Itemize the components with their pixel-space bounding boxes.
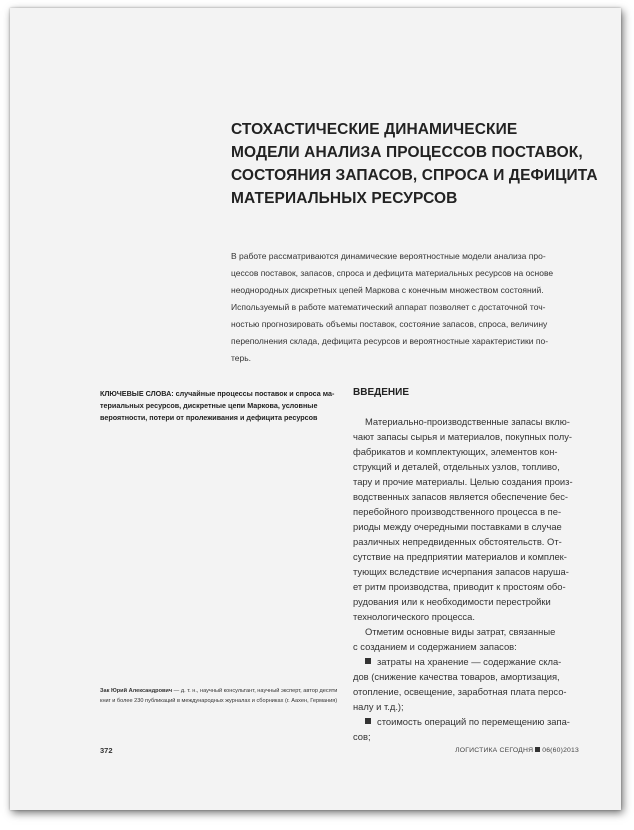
author-line — [100, 687, 340, 697]
keywords-line: териальных ресурсов, дискретные цепи Маркова, условные — [100, 400, 318, 410]
journal-footer — [455, 747, 579, 754]
title-line: СОСТОЯНИЯ ЗАПАСОВ, СПРОСА И ДЕФИЦИТА — [231, 167, 598, 184]
title-line: МАТЕРИАЛЬНЫХ РЕСУРСОВ — [231, 190, 458, 207]
body-text — [353, 414, 593, 744]
body-line: технологического процесса. — [353, 611, 475, 622]
bullet-item — [353, 714, 593, 729]
journal-name: ЛОГИСТИКА СЕГОДНЯ — [455, 747, 534, 754]
body-line: тующих вследствие исчерпания запасов наруша- — [353, 566, 569, 577]
article-title — [231, 118, 611, 210]
abstract-line: В работе рассматриваются динамические вероятностные модели анализа про- — [231, 251, 546, 261]
bullet-square-icon — [365, 718, 371, 724]
abstract-line: переполнения склада, дефицита ресурсов и вероятностные характеристики по- — [231, 336, 549, 346]
body-line: чают запасы сырья и материалов, покупных полу- — [353, 431, 573, 442]
journal-issue: 06(60)2013 — [542, 747, 579, 754]
title-line: СТОХАСТИЧЕСКИЕ ДИНАМИЧЕСКИЕ — [231, 121, 518, 138]
body-line: различных непредвиденных обстоятельств. От- — [353, 536, 562, 547]
body-line: налу и т.д.); — [353, 701, 404, 712]
section-heading: ВВЕДЕНИЕ — [353, 387, 409, 398]
keywords — [100, 388, 334, 423]
abstract — [231, 248, 611, 367]
body-line: отопление, освещение, заработная плата персо- — [353, 686, 567, 697]
abstract-line: цессов поставок, запасов, спроса и дефицита материальных ресурсов на основе — [231, 268, 554, 278]
body-line: риоды между очередными поставками в случае — [353, 521, 562, 532]
bullet-text: затраты на хранение — содержание скла- — [377, 656, 562, 667]
body-line: дов (снижение качества товаров, амортизация, — [353, 671, 560, 682]
abstract-line: Используемый в работе математический аппарат позволяет с достаточной точ- — [231, 302, 546, 312]
body-line: Материально-производственные запасы вклю- — [365, 416, 570, 427]
abstract-line: ностью прогнозировать объемы поставок, состояние запасов, спроса, величину — [231, 319, 548, 329]
keywords-line: вероятности, потери от пролеживания и дефицита ресурсов — [100, 412, 318, 422]
author-credentials: — д. т. н., научный консультант, научный эксперт, автор десяти — [172, 688, 338, 694]
body-line: перебойного производственного процесса в пе- — [353, 506, 562, 517]
body-line: водственных запасов является обеспечение бес- — [353, 491, 569, 502]
author-line: книг и более 230 публикаций в международных журналах и сборниках (г. Аахен, Германия) — [100, 697, 338, 704]
body-line: рудования или к необходимости перестройки — [353, 596, 551, 607]
bullet-text: стоимость операций по перемещению запа- — [377, 716, 570, 727]
body-line: струкций и деталей, отдельных узлов, топливо, — [353, 461, 560, 472]
body-line: сов; — [353, 731, 371, 742]
bullet-square-icon — [365, 658, 371, 664]
abstract-line: терь. — [231, 353, 252, 363]
keywords-line: КЛЮЧЕВЫЕ СЛОВА: случайные процессы поставок и спроса ма- — [100, 389, 335, 398]
author-info — [100, 687, 340, 706]
author-name: Зак Юрий Александрович — [100, 688, 173, 694]
body-line: тару и прочие материалы. Целью создания произ- — [353, 476, 573, 487]
abstract-line: неоднородных дискретных цепей Маркова с конечным множеством состояний. — [231, 285, 544, 295]
body-line: фабрикатов и комплектующих, элементов кон- — [353, 446, 558, 457]
title-line: МОДЕЛИ АНАЛИЗА ПРОЦЕССОВ ПОСТАВОК, — [231, 144, 583, 161]
separator-square-icon — [535, 747, 540, 752]
journal-page — [10, 8, 621, 810]
body-line: с созданием и содержанием запасов: — [353, 641, 517, 652]
body-line: сутствие на предприятии материалов и комплек- — [353, 551, 567, 562]
bullet-item — [353, 654, 593, 669]
page-number: 372 — [100, 746, 113, 755]
body-line: ет ритм производства, приводит к простоям обо- — [353, 581, 566, 592]
body-line: Отметим основные виды затрат, связанные — [365, 626, 556, 637]
